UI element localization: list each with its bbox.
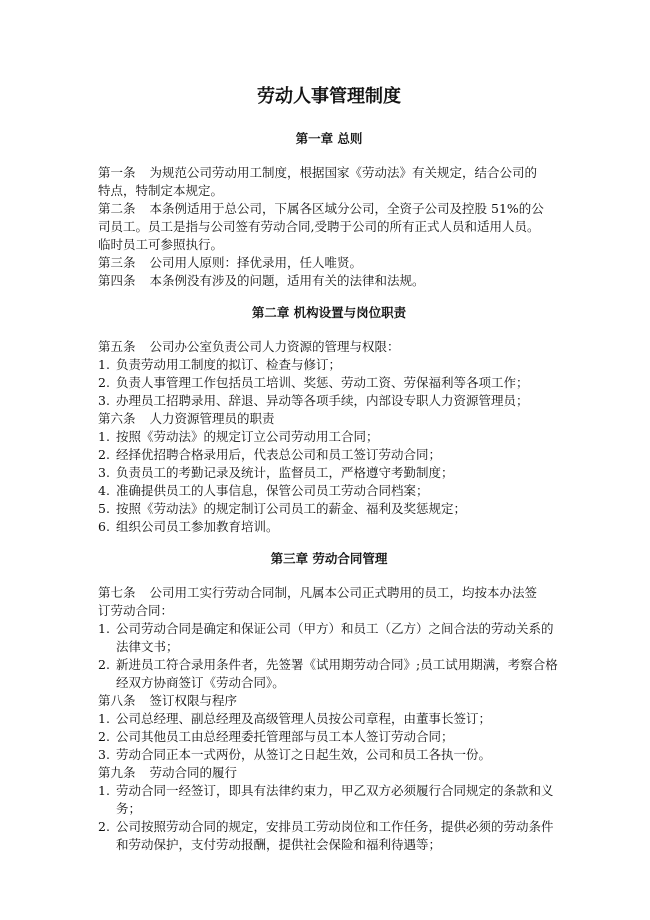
article-text: 公司办公室负责公司人力资源的管理与权限： <box>149 339 400 354</box>
list-item <box>98 464 560 482</box>
article <box>98 338 560 410</box>
document-page <box>98 84 560 868</box>
article <box>98 764 560 854</box>
article-number: 第三条 <box>98 255 136 270</box>
list-item <box>98 392 560 410</box>
list-item-number: 1. <box>98 711 110 726</box>
chapter-title: 第二章 机构设置与岗位职责 <box>251 305 407 320</box>
article-text: 司员工。员工是指与公司签有劳动合同,受聘于公司的所有正式人员和适用人员。 <box>98 219 540 234</box>
list-item <box>98 782 560 818</box>
article <box>98 692 560 764</box>
list-item-text: 负责员工的考勤记录及统计，监督员工，严格遵守考勤制度； <box>116 465 454 480</box>
article-text: 人力资源管理员的职责 <box>149 411 275 426</box>
article-text: 临时员工可参照执行。 <box>98 237 224 252</box>
list-item-text: 负责人事管理工作包括员工培训、奖惩、劳动工资、劳保福利等各项工作； <box>116 375 529 390</box>
list-item-text: 办理员工招聘录用、辞退、异动等各项手续，内部设专职人力资源管理员； <box>116 393 529 408</box>
list-item-number: 6. <box>98 519 110 534</box>
list-item-number: 1. <box>98 429 110 444</box>
article-first-line <box>98 200 560 218</box>
list-item <box>98 446 560 464</box>
article-number: 第六条 <box>98 411 136 426</box>
list-item <box>98 620 560 656</box>
list-item-text: 经择优招聘合格录用后，代表总公司和员工签订劳动合同； <box>116 447 442 462</box>
list-item <box>98 656 560 692</box>
article <box>98 272 560 290</box>
article-text: 本条例适用于总公司，下属各区域分公司，全资子公司及控股 51%的公 <box>149 201 544 216</box>
list-item-number: 4. <box>98 483 110 498</box>
list-item-text: 新进员工符合录用条件者，先签署《试用期劳动合同》;员工试用期满，考察合格经双方协商签订《劳动合同》。 <box>116 657 558 690</box>
list-item-number: 2. <box>98 657 110 672</box>
chapter-section <box>98 338 560 536</box>
list-item-number: 2. <box>98 447 110 462</box>
list-item <box>98 500 560 518</box>
list-item-number: 1. <box>98 357 110 372</box>
article-text: 订劳动合同： <box>98 603 174 618</box>
list-item <box>98 818 560 854</box>
article-text: 公司用工实行劳动合同制，凡属本公司正式聘用的员工，均按本办法签 <box>149 585 538 600</box>
chapter-title: 第三章 劳动合同管理 <box>270 551 388 566</box>
article-first-line <box>98 692 560 710</box>
article-first-line <box>98 410 560 428</box>
list-item <box>98 356 560 374</box>
list-item-number: 2. <box>98 729 110 744</box>
chapter-section <box>98 164 560 290</box>
list-item-text: 准确提供员工的人事信息，保管公司员工劳动合同档案； <box>116 483 429 498</box>
chapters-container <box>98 130 560 854</box>
list-item-number: 3. <box>98 465 110 480</box>
list-item-number: 1. <box>98 621 110 636</box>
article-number: 第五条 <box>98 339 136 354</box>
list-item-text: 负责劳动用工制度的拟订、检查与修订； <box>116 357 342 372</box>
list-item-number: 2. <box>98 819 110 834</box>
list-item-text: 公司劳动合同是确定和保证公司（甲方）和员工（乙方）之间合法的劳动关系的法律文书； <box>116 621 554 654</box>
list-item <box>98 710 560 728</box>
article-first-line <box>98 272 560 290</box>
list-item <box>98 374 560 392</box>
article <box>98 254 560 272</box>
list-item-text: 公司其他员工由总经理委托管理部与员工本人签订劳动合同； <box>116 729 454 744</box>
list-item <box>98 428 560 446</box>
article-first-line <box>98 338 560 356</box>
article-number: 第一条 <box>98 165 136 180</box>
article-text: 签订权限与程序 <box>149 693 238 708</box>
article <box>98 200 560 254</box>
article-number: 第二条 <box>98 201 136 216</box>
list-item-number: 5. <box>98 501 110 516</box>
list-item-text: 劳动合同一经签订，即具有法律约束力，甲乙双方必须履行合同规定的条款和义务； <box>116 783 554 816</box>
article-number: 第七条 <box>98 585 136 600</box>
list-item <box>98 728 560 746</box>
article-text: 劳动合同的履行 <box>149 765 238 780</box>
article-continuation-line <box>98 182 560 200</box>
article-text: 特点，特制定本规定。 <box>98 183 224 198</box>
article-number: 第八条 <box>98 693 136 708</box>
article-first-line <box>98 764 560 782</box>
list-item-text: 按照《劳动法》的规定制订公司员工的薪金、福利及奖惩规定； <box>116 501 467 516</box>
article-first-line <box>98 584 560 602</box>
article-number: 第九条 <box>98 765 136 780</box>
list-item-text: 公司总经理、副总经理及高级管理人员按公司章程，由董事长签订； <box>116 711 492 726</box>
article-continuation-line <box>98 602 560 620</box>
article-text: 公司用人原则：择优录用，任人唯贤。 <box>149 255 363 270</box>
list-item <box>98 746 560 764</box>
article-number: 第四条 <box>98 273 136 288</box>
list-item-text: 劳动合同正本一式两份，从签订之日起生效，公司和员工各执一份。 <box>116 747 492 762</box>
list-item-number: 1. <box>98 783 110 798</box>
article-first-line <box>98 254 560 272</box>
list-item-text: 公司按照劳动合同的规定，安排员工劳动岗位和工作任务，提供必须的劳动条件和劳动保护，支付劳动报酬，提供社会保险和福利待遇等； <box>116 819 554 852</box>
list-item <box>98 518 560 536</box>
chapter-title: 第一章 总则 <box>295 131 363 146</box>
article <box>98 410 560 536</box>
chapter-section <box>98 584 560 854</box>
list-item-text: 按照《劳动法》的规定订立公司劳动用工合同； <box>116 429 379 444</box>
article-continuation-line <box>98 236 560 254</box>
list-item <box>98 482 560 500</box>
article <box>98 164 560 200</box>
list-item-number: 3. <box>98 747 110 762</box>
list-item-number: 3. <box>98 393 110 408</box>
article-continuation-line <box>98 218 560 236</box>
list-item-number: 2. <box>98 375 110 390</box>
list-item-text: 组织公司员工参加教育培训。 <box>116 519 279 534</box>
article <box>98 584 560 692</box>
document-title: 劳动人事管理制度 <box>257 86 401 107</box>
article-text: 为规范公司劳动用工制度，根据国家《劳动法》有关规定，结合公司的 <box>149 165 538 180</box>
article-first-line <box>98 164 560 182</box>
article-text: 本条例没有涉及的问题，适用有关的法律和法规。 <box>149 273 425 288</box>
